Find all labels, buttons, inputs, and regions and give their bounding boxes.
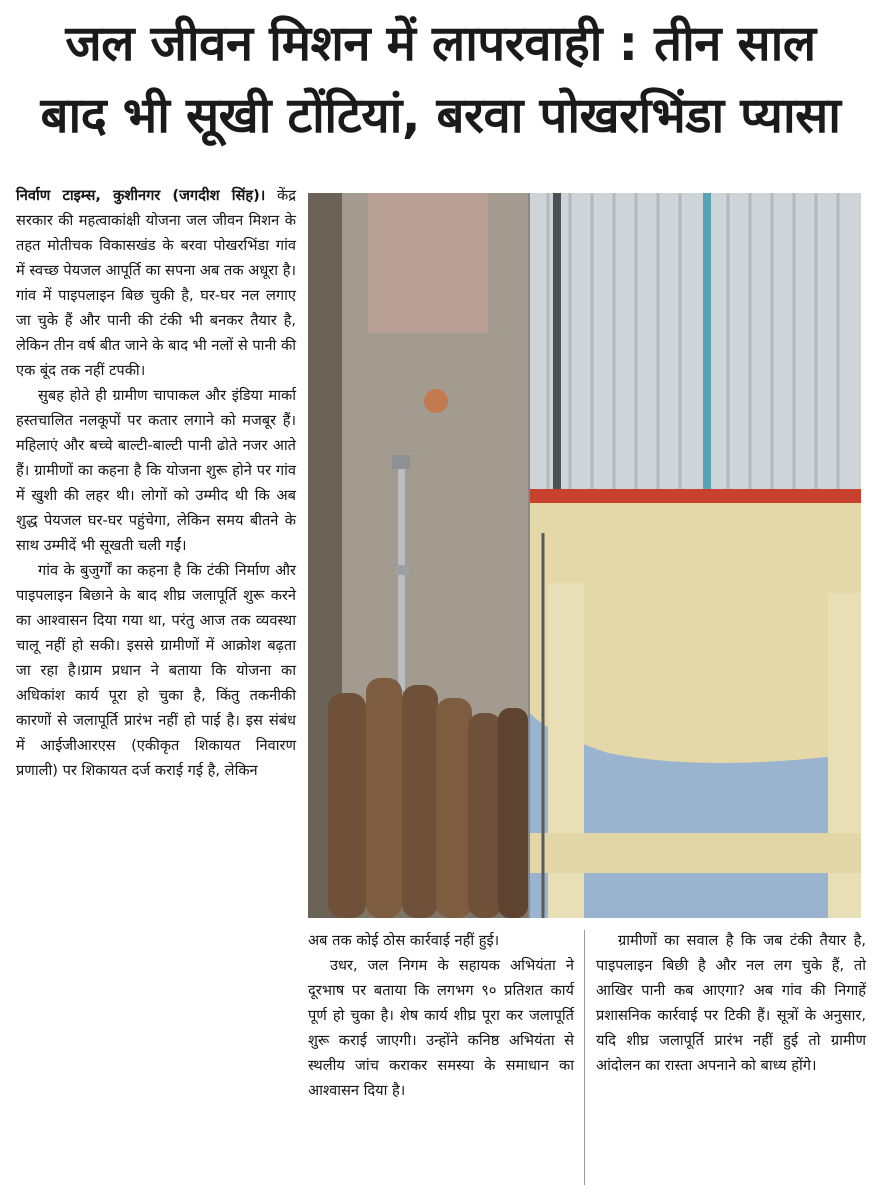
paragraph-4: उधर, जल निगम के सहायक अभियंता ने दूरभाष पर बताया कि लगभग ९० प्रतिशत कार्य पूर्ण हो चुका है। शेष कार्य शीघ्र पूरा कर जलापूर्ति शुरू कराई जाएगी। उन्होंने कनिष्ठ अभियंता से स्थलीय जांच कराकर समस्या के समाधान का आश्वासन दिया है। <box>308 957 574 1099</box>
byline: निर्वाण टाइम्स, कुशीनगर (जगदीश सिंह)। <box>16 187 266 204</box>
headline <box>0 8 881 152</box>
paragraph-1-text: केंद्र सरकार की महत्वाकांक्षी योजना जल जीवन मिशन के तहत मोतीचक विकासखंड के बरवा पोखरभिंडा गांव में स्वच्छ पेयजल आपूर्ति का सपना अब तक अधूरा है। गांव में पाइपलाइन बिछ चुकी है, घर-घर नल लगाए जा चुके हैं और पानी की टंकी भी बनकर तैयार है, लेकिन तीन वर्ष बीत जाने के बाद भी नलों से पानी की एक बूंद तक नहीं टपकी। <box>16 187 296 379</box>
headline-line-1: जल जीवन मिशन में लापरवाही : तीन साल <box>65 15 816 72</box>
paragraph-2: सुबह होते ही ग्रामीण चापाकल और इंडिया मार्का हस्तचालित नलकूपों पर कतार लगाने को मजबूर हैं। महिलाएं और बच्चे बाल्टी-बाल्टी पानी ढोते नजर आते हैं। ग्रामीणों का कहना है कि योजना शुरू होने पर गांव में खुशी की लहर थी। लोगों को उम्मीद थी कि अब शुद्ध पेयजल घर-घर पहुंचेगा, लेकिन समय बीतने के साथ उम्मीदें भी सूखती चली गईं। <box>16 387 296 554</box>
paragraph-3: गांव के बुजुर्गों का कहना है कि टंकी निर्माण और पाइपलाइन बिछाने के बाद शीघ्र जलापूर्ति शुरू करने का आश्वासन दिया गया था, परंतु आज तक व्यवस्था चालू नहीं हो सकी। इससे ग्रामीणों में आक्रोश बढ़ता जा रहा है।ग्राम प्रधान ने बताया कि योजना का अधिकांश कार्य पूरा हो चुका है, किंतु तकनीकी कारणों से जलापूर्ति प्रारंभ नहीं हो पाई है। इस संबंध में आईजीआरएस (एकीकृत शिकायत निवारण प्रणाली) पर शिकायत दर्ज कराई गई है, लेकिन <box>16 562 296 779</box>
paragraph-1 <box>16 183 296 383</box>
article-column-3 <box>596 928 866 1078</box>
news-photo <box>308 193 861 918</box>
dry-tap-wall-icon <box>308 193 528 918</box>
article-column-2 <box>308 928 574 1103</box>
column-divider <box>584 930 585 1185</box>
paragraph-3-continued: अब तक कोई ठोस कार्रवाई नहीं हुई। <box>308 932 500 949</box>
paragraph-5: ग्रामीणों का सवाल है कि जब टंकी तैयार है, पाइपलाइन बिछी है और नल लग चुके हैं, तो आखिर पानी कब आएगा? अब गांव की निगाहें प्रशासनिक कार्रवाई पर टिकी हैं। सूत्रों के अनुसार, यदि शीघ्र जलापूर्ति प्रारंभ नहीं हुई तो ग्रामीण आंदोलन का रास्ता अपनाने को बाध्य होंगे। <box>596 932 866 1074</box>
water-tank-icon <box>530 193 861 918</box>
headline-line-2: बाद भी सूखी टोंटियां, बरवा पोखरभिंडा प्यासा <box>40 87 841 144</box>
article-column-1 <box>16 183 296 783</box>
